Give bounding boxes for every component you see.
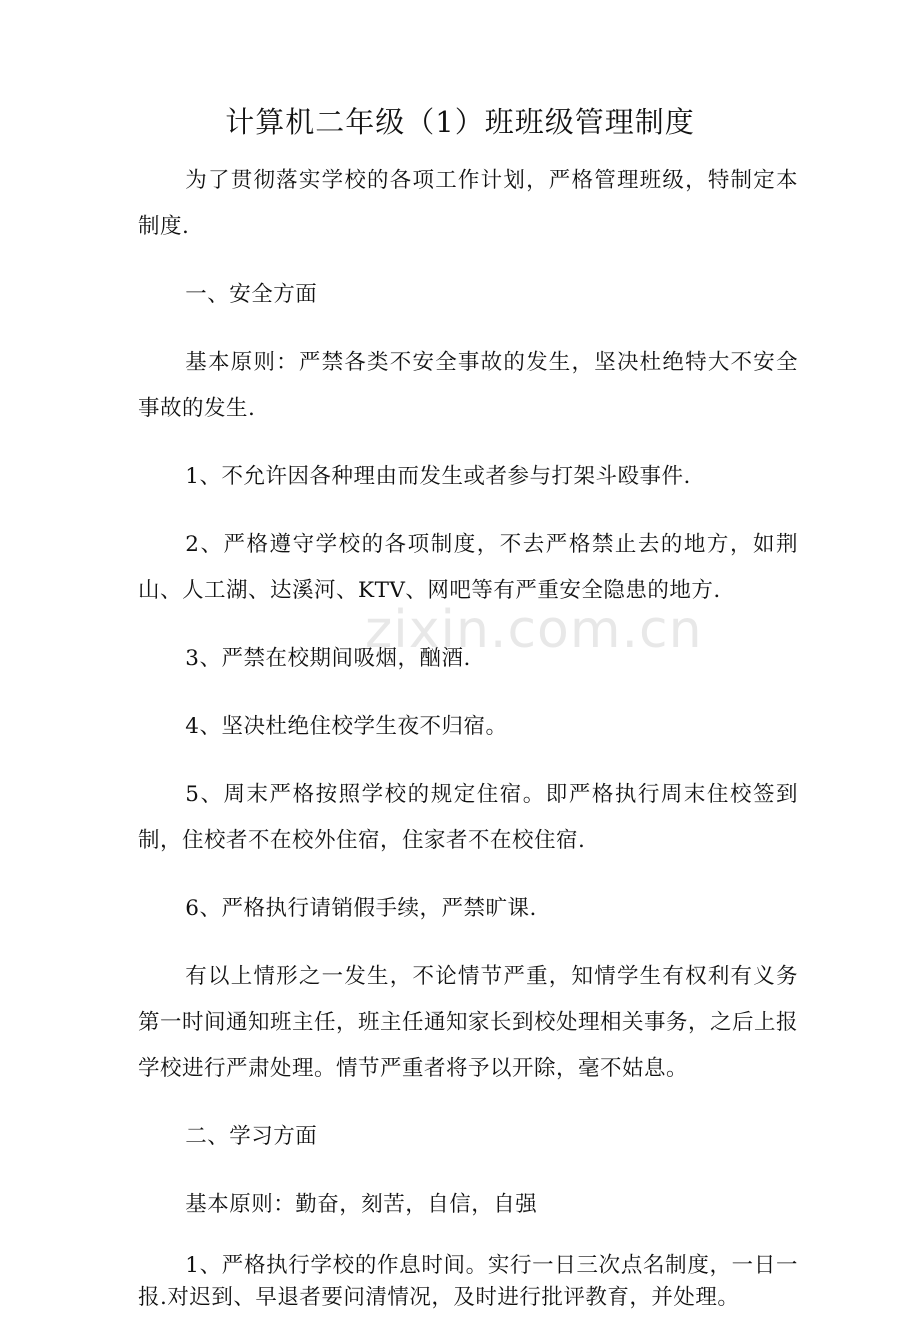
- safety-principle-paragraph: 基本原则：严禁各类不安全事故的发生，坚决杜绝特大不安全事故的发生.: [138, 350, 798, 421]
- safety-rule-4: 4、坚决杜绝住校学生夜不归宿。: [185, 714, 508, 739]
- safety-rule-6: 6、严格执行请销假手续，严禁旷课.: [185, 896, 537, 921]
- document-title: 计算机二年级（1）班班级管理制度: [225, 105, 695, 139]
- safety-rule-2: 2、严格遵守学校的各项制度，不去严格禁止去的地方，如荆山、人工湖、达溪河、KTV、网吧等有严重安全隐患的地方.: [138, 532, 798, 603]
- section-heading-study: 二、学习方面: [185, 1124, 318, 1149]
- section-heading-safety: 一、安全方面: [185, 282, 318, 307]
- study-principle-paragraph: 基本原则：勤奋，刻苦，自信，自强: [185, 1192, 538, 1217]
- intro-paragraph: 为了贯彻落实学校的各项工作计划，严格管理班级，特制定本制度.: [138, 168, 798, 239]
- safety-rule-5: 5、周末严格按照学校的规定住宿。即严格执行周末住校签到制，住校者不在校外住宿，住家者不在校住宿.: [138, 782, 798, 853]
- watermark: zixin.com.cn: [365, 600, 703, 660]
- study-rule-1: 1、严格执行学校的作息时间。实行一日三次点名制度，一日一报.对迟到、早退者要问清情况，及时进行批评教育，并处理。: [138, 1253, 798, 1310]
- document-body: [138, 158, 798, 1336]
- safety-consequence-paragraph: 有以上情形之一发生，不论情节严重，知情学生有权利有义务第一时间通知班主任，班主任通知家长到校处理相关事务，之后上报学校进行严肃处理。情节严重者将予以开除，毫不姑息。: [138, 964, 799, 1081]
- safety-rule-1: 1、不允许因各种理由而发生或者参与打架斗殴事件.: [185, 464, 691, 489]
- safety-rule-3: 3、严禁在校期间吸烟，酗酒.: [185, 646, 471, 671]
